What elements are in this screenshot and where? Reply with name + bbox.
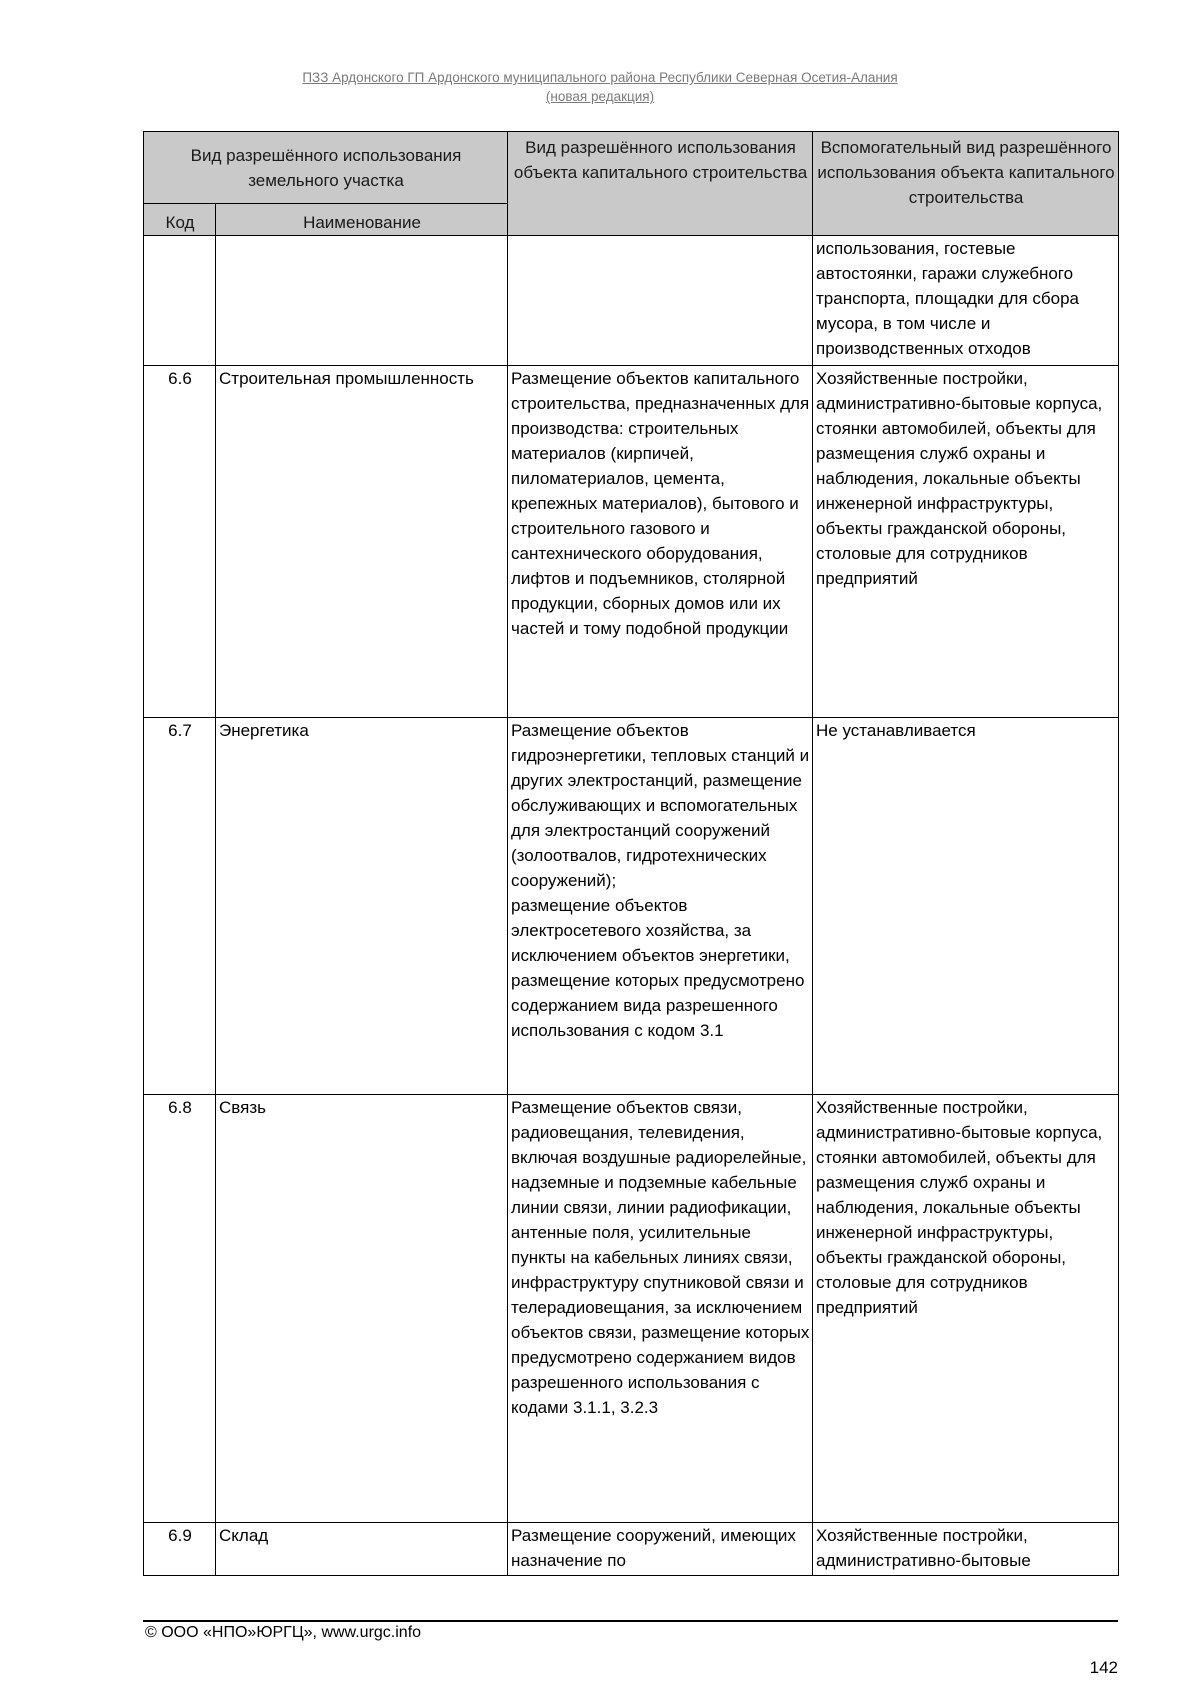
footer-rule xyxy=(143,1620,1118,1622)
table-row xyxy=(144,366,1119,718)
row-name-cell: Склад xyxy=(216,1523,508,1576)
header-line-1: ПЗЗ Ардонского ГП Ардонского муниципального района Республики Северная Осетия-Алания xyxy=(302,70,898,85)
page-header xyxy=(140,68,1060,106)
row-auxiliary-cell: Хозяйственные постройки, административно-бытовые корпуса, стоянки автомобилей, объекты для размещения служб охраны и наблюдения, локальные объекты инженерной инфраструктуры, объекты гражданской обороны, столовые для сотрудников предприятий xyxy=(813,1095,1119,1523)
land-use-table xyxy=(143,131,1119,1576)
row-code-cell: 6.9 xyxy=(144,1523,216,1576)
table-head xyxy=(144,132,1119,236)
table-row xyxy=(144,718,1119,1095)
row-capital-cell: Размещение объектов гидроэнергетики, тепловых станций и других электростанций, размещение обслуживающих и вспомогательных для электростанций сооружений (золоотвалов, гидротехнических сооружений); размещение объектов электросетевого хозяйства, за исключением объектов энергетики, размещение которых предусмотрено содержанием вида разрешенного использования с кодом 3.1 xyxy=(508,718,813,1095)
row-name-cell xyxy=(216,236,508,366)
table-row xyxy=(144,1095,1119,1523)
land-use-group-header: Вид разрешённого использования земельного участка xyxy=(144,132,508,204)
row-code-cell xyxy=(144,236,216,366)
row-auxiliary-cell: Хозяйственные постройки, административно-бытовые xyxy=(813,1523,1119,1576)
table-body xyxy=(144,236,1119,1576)
row-name-cell: Строительная промышленность xyxy=(216,366,508,718)
row-auxiliary-cell: Не устанавливается xyxy=(813,718,1119,1095)
row-capital-cell: Размещение объектов капитального строительства, предназначенных для производства: строительных материалов (кирпичей, пиломатериалов, цемента, крепежных материалов), бытового и строительного газового и сантехнического оборудования, лифтов и подъемников, столярной продукции, сборных домов или их частей и тому подобной продукции xyxy=(508,366,813,718)
footer-copyright: © ООО «НПО»ЮРГЦ», www.urgc.info xyxy=(145,1624,422,1641)
row-auxiliary-cell: использования, гостевые автостоянки, гаражи служебного транспорта, площадки для сбора мусора, в том числе и производственных отходов xyxy=(813,236,1119,366)
page-number: 142 xyxy=(1089,1658,1118,1677)
row-name-cell: Связь xyxy=(216,1095,508,1523)
row-capital-cell: Размещение сооружений, имеющих назначение по xyxy=(508,1523,813,1576)
row-code-cell: 6.8 xyxy=(144,1095,216,1523)
table-row xyxy=(144,1523,1119,1576)
row-code-cell: 6.6 xyxy=(144,366,216,718)
row-name-cell: Энергетика xyxy=(216,718,508,1095)
table-row xyxy=(144,236,1119,366)
row-code-cell: 6.7 xyxy=(144,718,216,1095)
row-auxiliary-cell: Хозяйственные постройки, административно-бытовые корпуса, стоянки автомобилей, объекты для размещения служб охраны и наблюдения, локальные объекты инженерной инфраструктуры, объекты гражданской обороны, столовые для сотрудников предприятий xyxy=(813,366,1119,718)
header-line-2: (новая редакция) xyxy=(545,89,655,104)
row-capital-cell xyxy=(508,236,813,366)
auxiliary-header: Вспомогательный вид разрешённого использования объекта капитального строительства xyxy=(813,132,1119,236)
capital-object-header: Вид разрешённого использования объекта капитального строительства xyxy=(508,132,813,236)
row-capital-cell: Размещение объектов связи, радиовещания, телевидения, включая воздушные радиорелейные, надземные и подземные кабельные линии связи, линии радиофикации, антенные поля, усилительные пункты на кабельных линиях связи, инфраструктуру спутниковой связи и телерадиовещания, за исключением объектов связи, размещение которых предусмотрено содержанием видов разрешенного использования с кодами 3.1.1, 3.2.3 xyxy=(508,1095,813,1523)
name-header: Наименование xyxy=(216,204,508,236)
code-header: Код xyxy=(144,204,216,236)
